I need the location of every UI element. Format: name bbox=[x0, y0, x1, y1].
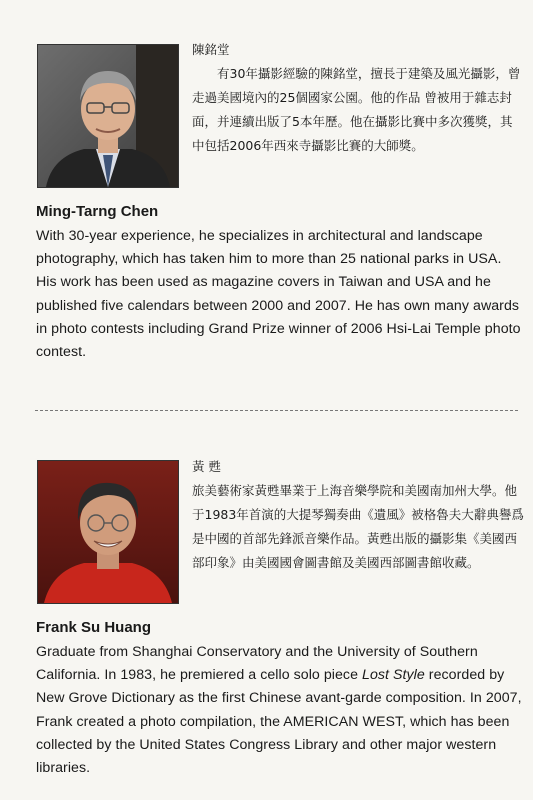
ming-tarng-chen-zh-name: 陳銘堂 bbox=[192, 42, 230, 57]
frank-su-huang-name: Frank Su Huang bbox=[36, 619, 152, 636]
ming-tarng-chen-zh-text: 有30年攝影經驗的陳銘堂，擅長于建築及風光攝影，曾走過美國境內的25個國家公園。他的作品 曾被用于雜志封面，并連續出版了5本年歷。他在攝影比賽中多次獲獎，其中包括2006年西來寺攝影比賽的大師獎。 bbox=[192, 66, 521, 153]
frank-su-huang-bio bbox=[36, 641, 524, 780]
frank-su-huang-zh-text: 旅美藝術家黃甦畢業于上海音樂學院和美國南加州大學。他于1983年首演的大提琴獨奏曲《遺風》被格魯夫大辭典譽爲是中國的首部先鋒派音樂作品。黃甦出版的攝影集《美國西部印象》由美國國會圖書館及美國西部圖書館收藏。 bbox=[192, 483, 524, 570]
ming-tarng-chen-zh-bio bbox=[192, 38, 524, 158]
ming-tarng-chen-name: Ming-Tarng Chen bbox=[36, 203, 159, 220]
frank-bio-text-before: Graduate from Shanghai Conservatory and the University of Southern California. In 1983, he premiered a cello solo piece bbox=[36, 644, 478, 684]
frank-su-huang-zh-name: 黃 甦 bbox=[192, 459, 221, 474]
ming-tarng-chen-bio: With 30-year experience, he specializes in architectural and landscape photography, which has taken him to more than 25 national parks in USA. His work has been used as magazine covers in Taiwan and USA and he published five calendars between 2000 and 2007. He has own many awards in photo contests including Grand Prize winner of 2006 Hsi-Lai Temple photo contest. bbox=[36, 228, 521, 361]
section-divider bbox=[35, 410, 518, 411]
frank-su-huang-zh-bio bbox=[192, 455, 524, 575]
work-title: Lost Style bbox=[362, 667, 425, 684]
frank-bio-text-after: recorded by New Grove Dictionary as the first Chinese avant-garde composition. In 2007, Frank created a photo compilation, the AMERICAN WEST, which has been collected by the United States Congress Library and other major western libraries. bbox=[36, 667, 522, 777]
frank-su-huang-photo bbox=[37, 460, 179, 604]
ming-tarng-chen-photo bbox=[37, 44, 179, 188]
